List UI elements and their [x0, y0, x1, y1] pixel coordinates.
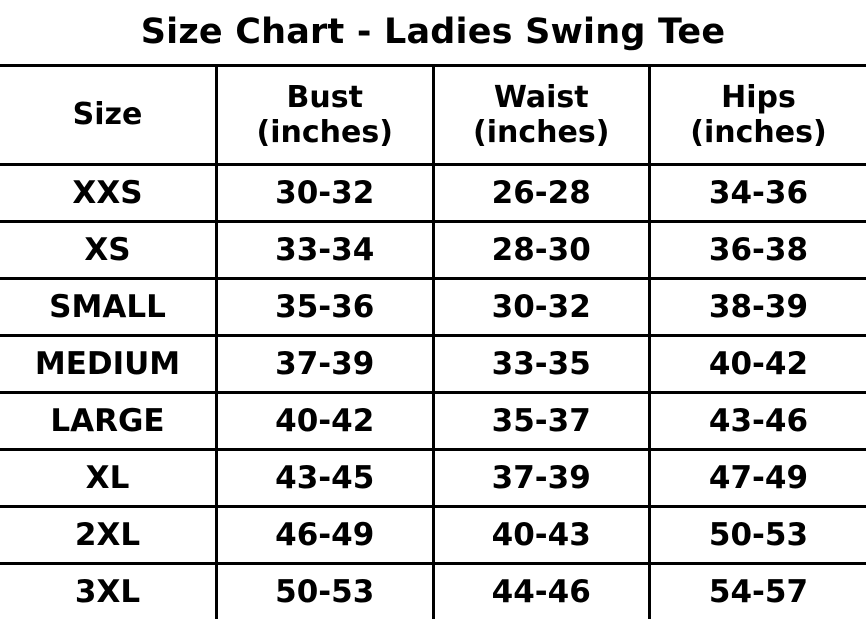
column-header-waist — [433, 66, 650, 165]
cell-bust: 43-45 — [217, 450, 434, 507]
cell-size: XS — [0, 222, 217, 279]
cell-bust: 50-53 — [217, 564, 434, 619]
cell-hips: 54-57 — [650, 564, 866, 619]
column-header-bust-unit: (inches) — [218, 115, 432, 150]
table-row — [0, 393, 866, 450]
cell-hips: 38-39 — [650, 279, 866, 336]
cell-bust: 46-49 — [217, 507, 434, 564]
cell-waist: 35-37 — [433, 393, 650, 450]
table-row — [0, 336, 866, 393]
column-header-size — [0, 66, 217, 165]
cell-bust: 30-32 — [217, 165, 434, 222]
cell-waist: 33-35 — [433, 336, 650, 393]
cell-hips: 43-46 — [650, 393, 866, 450]
table-row — [0, 564, 866, 619]
cell-size: MEDIUM — [0, 336, 217, 393]
cell-hips: 40-42 — [650, 336, 866, 393]
cell-size: XXS — [0, 165, 217, 222]
table-row — [0, 450, 866, 507]
cell-waist: 44-46 — [433, 564, 650, 619]
cell-waist: 26-28 — [433, 165, 650, 222]
column-header-size-label: Size — [0, 97, 215, 132]
table-row — [0, 165, 866, 222]
cell-size: SMALL — [0, 279, 217, 336]
column-header-hips-label: Hips — [651, 80, 866, 115]
cell-bust: 35-36 — [217, 279, 434, 336]
cell-size: 2XL — [0, 507, 217, 564]
table-row — [0, 222, 866, 279]
column-header-hips — [650, 66, 866, 165]
cell-hips: 50-53 — [650, 507, 866, 564]
cell-hips: 34-36 — [650, 165, 866, 222]
table-row — [0, 507, 866, 564]
column-header-waist-label: Waist — [435, 80, 649, 115]
chart-title: Size Chart - Ladies Swing Tee — [0, 0, 866, 66]
cell-waist: 30-32 — [433, 279, 650, 336]
cell-size: LARGE — [0, 393, 217, 450]
header-row — [0, 66, 866, 165]
cell-bust: 37-39 — [217, 336, 434, 393]
table-row — [0, 279, 866, 336]
cell-hips: 36-38 — [650, 222, 866, 279]
cell-waist: 28-30 — [433, 222, 650, 279]
column-header-hips-unit: (inches) — [651, 115, 866, 150]
column-header-bust — [217, 66, 434, 165]
cell-hips: 47-49 — [650, 450, 866, 507]
cell-size: 3XL — [0, 564, 217, 619]
cell-waist: 37-39 — [433, 450, 650, 507]
cell-waist: 40-43 — [433, 507, 650, 564]
column-header-waist-unit: (inches) — [435, 115, 649, 150]
cell-bust: 40-42 — [217, 393, 434, 450]
cell-size: XL — [0, 450, 217, 507]
column-header-bust-label: Bust — [218, 80, 432, 115]
title-row — [0, 0, 866, 66]
cell-bust: 33-34 — [217, 222, 434, 279]
